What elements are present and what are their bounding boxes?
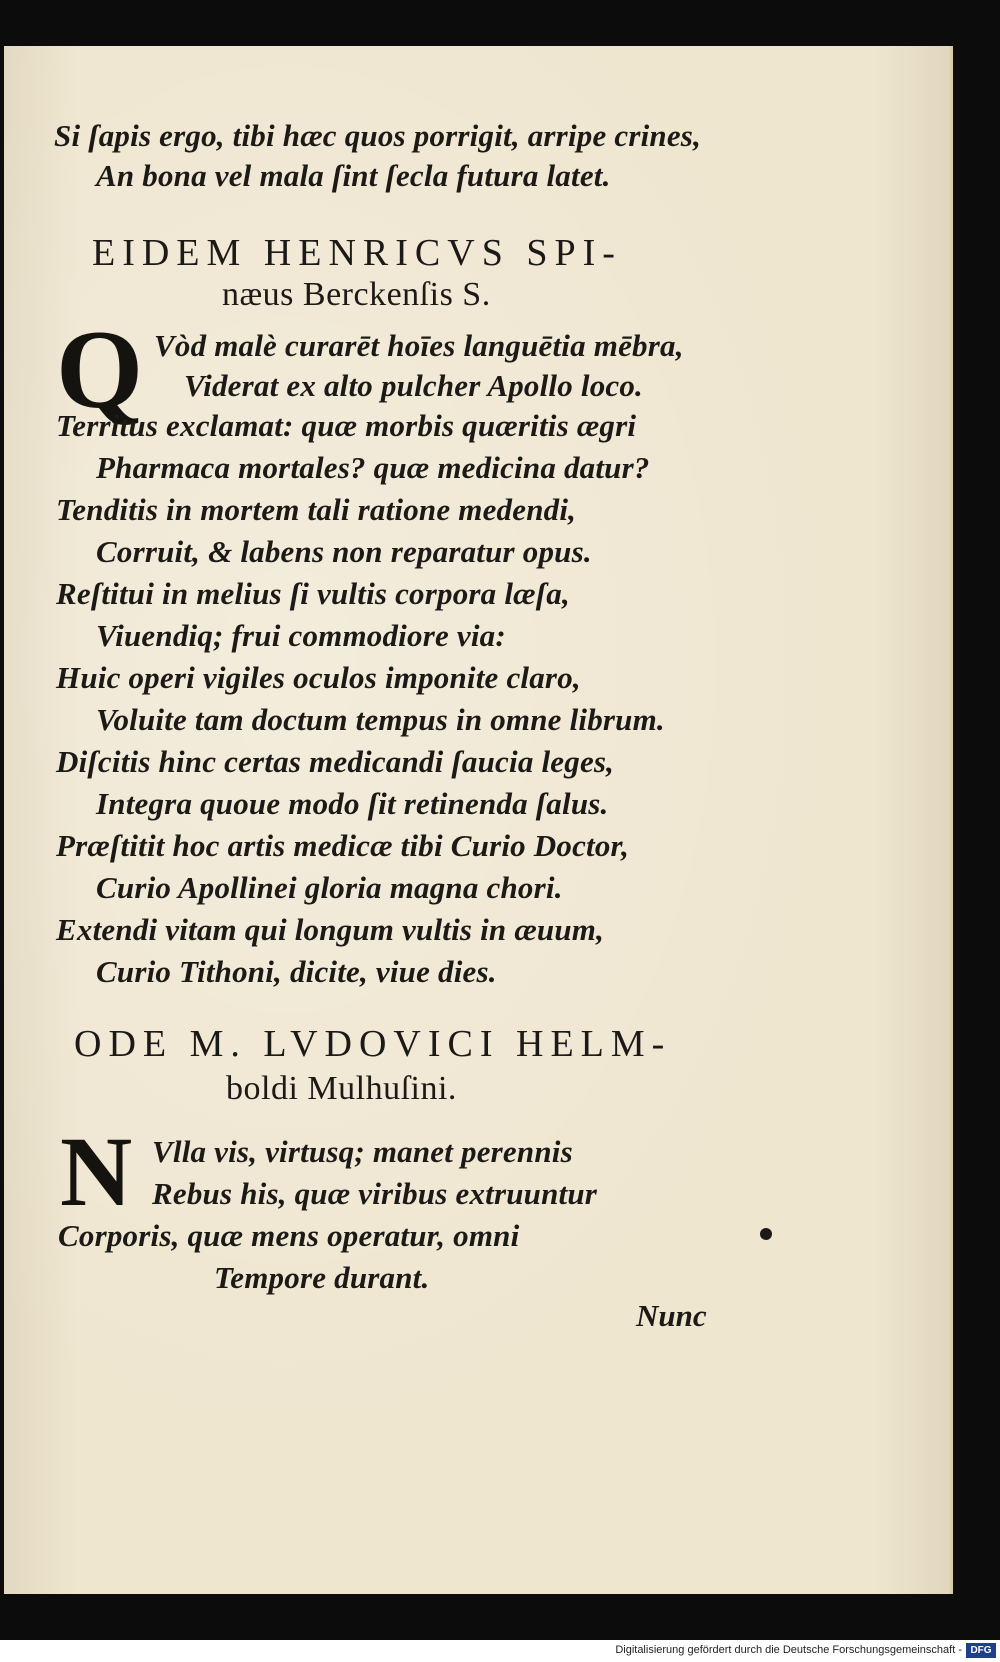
drop-cap-n: N xyxy=(60,1116,133,1227)
verse-line: Vòd malè curarēt hoīes languētia mēbra, xyxy=(154,328,684,363)
section2-heading: ODE M. LVDOVICI HELM- xyxy=(74,1023,672,1065)
book-page xyxy=(4,46,953,1594)
verse-line: Viderat ex alto pulcher Apollo loco. xyxy=(184,368,644,403)
digitization-footer xyxy=(0,1640,1000,1662)
verse-line: Reſtitui in melius ſi vultis corpora læſa, xyxy=(56,576,570,611)
couplet-line-1: Si ſapis ergo, tibi hæc quos porrigit, arripe crines, xyxy=(54,118,702,153)
ode-line: Tempore durant. xyxy=(214,1260,430,1295)
verse-line: Extendi vitam qui longum vultis in æuum, xyxy=(56,912,605,947)
verse-line: Diſcitis hinc certas medicandi ſaucia leges, xyxy=(56,744,615,779)
verse-line: Curio Apollinei gloria magna chori. xyxy=(96,870,563,905)
ode-line: Vlla vis, virtusq; manet perennis xyxy=(152,1134,573,1169)
verse-line: Corruit, & labens non reparatur opus. xyxy=(96,534,592,569)
catchword: Nunc xyxy=(636,1298,707,1333)
ode-line: Corporis, quæ mens operatur, omni xyxy=(58,1218,520,1253)
verse-line: Integra quoue modo ſit retinenda ſalus. xyxy=(96,786,609,821)
couplet-line-2: An bona vel mala ſint ſecla futura latet. xyxy=(96,158,611,193)
verse-line: Curio Tithoni, dicite, viue dies. xyxy=(96,954,497,989)
funding-credit: Digitalisierung gefördert durch die Deutsche Forschungsgemeinschaft - xyxy=(615,1644,962,1656)
verse-line: Præſtitit hoc artis medicæ tibi Curio Doctor, xyxy=(56,828,630,863)
section1-heading: EIDEM HENRICVS SPI- xyxy=(92,232,622,274)
verse-line: Viuendiq; frui commodiore via: xyxy=(96,618,506,653)
ode-line: Rebus his, quæ viribus extruuntur xyxy=(152,1176,598,1211)
verse-line: Pharmaca mortales? quæ medicina datur? xyxy=(96,450,650,485)
section2-subheading: boldi Mulhuſini. xyxy=(226,1070,457,1107)
verse-line: Huic operi vigiles oculos imponite claro, xyxy=(56,660,581,695)
verse-line: Tenditis in mortem tali ratione medendi, xyxy=(56,492,577,527)
verse-line: Voluite tam doctum tempus in omne librum. xyxy=(96,702,665,737)
ink-spot xyxy=(760,1228,772,1240)
drop-cap-q: Q xyxy=(56,308,144,432)
dfg-logo: DFG xyxy=(966,1643,996,1658)
verse-line: Territus exclamat: quæ morbis quæritis ægri xyxy=(56,408,637,443)
section1-subheading: næus Berckenſis S. xyxy=(222,276,491,313)
